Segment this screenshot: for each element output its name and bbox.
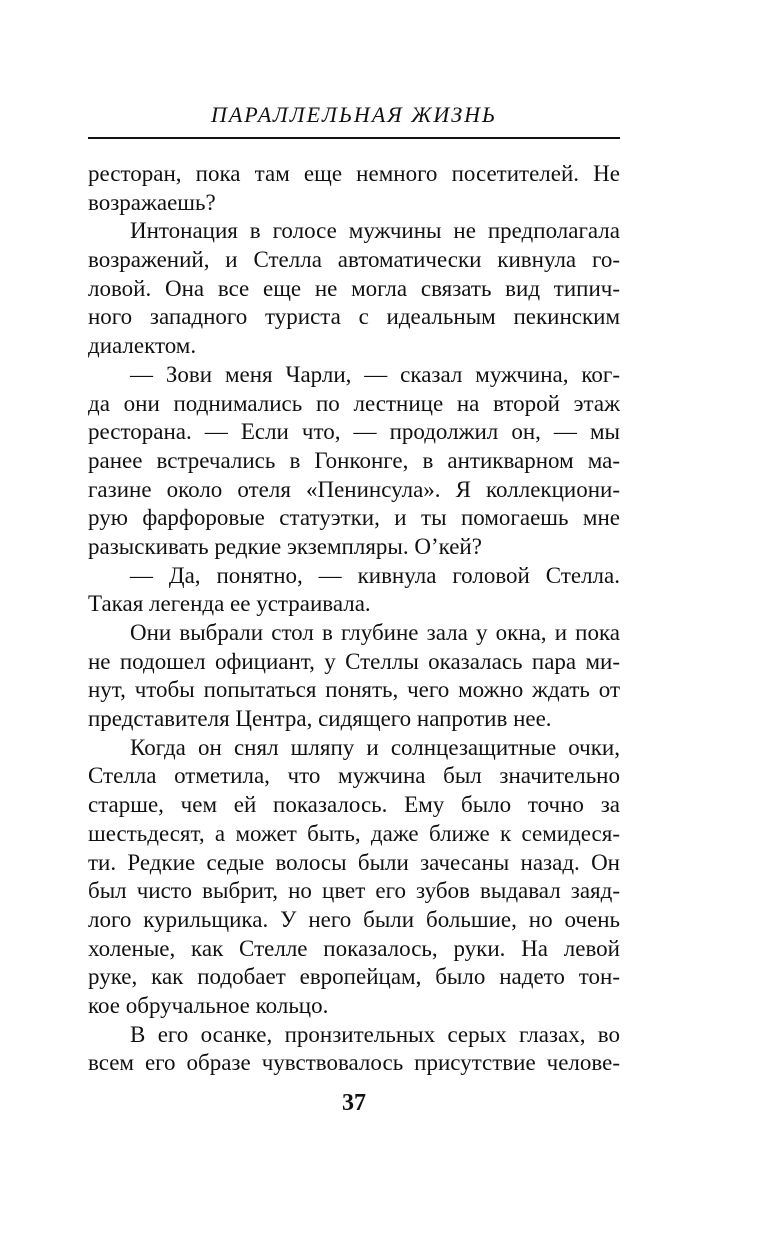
text-line: Стелла отметила, что мужчина был значительно <box>88 763 620 789</box>
text-line: ранее встречались в Гонконге, в антикварном ма- <box>88 447 620 473</box>
text-line: ти. Редкие седые волосы были зачесаны назад. Он <box>88 849 620 875</box>
text-line: руке, как подобает европейцам, было надето тон- <box>88 964 620 990</box>
text-line: Когда он снял шляпу и солнцезащитные очки, <box>130 734 620 760</box>
text-line: диалектом. <box>88 333 197 359</box>
text-line: не подошел официант, у Стеллы оказалась пара ми- <box>88 648 620 674</box>
running-title: ПАРАЛЛЕЛЬНАЯ ЖИЗНЬ <box>210 102 498 127</box>
text-line: шестьдесят, а может быть, даже ближе к семидеся- <box>88 820 620 846</box>
text-line: кое обручальное кольцо. <box>88 992 329 1018</box>
text-line: газине около отеля «Пенинсула». Я коллекциони- <box>88 476 620 502</box>
text-line: разыскивать редкие экземпляры. О’кей? <box>88 533 482 559</box>
text-line: представителя Центра, сидящего напротив нее. <box>88 706 552 732</box>
text-line: возражений, и Стелла автоматически кивнула го- <box>88 247 620 273</box>
text-line: был чисто выбрит, но цвет его зубов выдавал заяд- <box>88 878 620 904</box>
text-line: В его осанке, пронзительных серых глазах, во <box>130 1021 620 1047</box>
text-line: Такая легенда ее устраивала. <box>88 591 371 617</box>
text-line: ловой. Она все еще не могла связать вид типич- <box>88 275 620 301</box>
text-line: возражаешь? <box>88 189 216 215</box>
text-line: лого курильщика. У него были большие, но очень <box>88 906 620 932</box>
page-number: 37 <box>342 1090 366 1116</box>
text-line: Они выбрали стол в глубине зала у окна, и пока <box>130 620 620 645</box>
header-rule <box>88 137 620 139</box>
text-line: холеные, как Стелле показалось, руки. На левой <box>88 935 620 961</box>
text-line: всем его образе чувствовалось присутствие челове- <box>88 1050 620 1076</box>
text-line: — Да, понятно, — кивнула головой Стелла. <box>130 562 620 588</box>
text-line: нут, чтобы попытаться понять, чего можно ждать от <box>88 677 620 703</box>
text-line: старше, чем ей показалось. Ему было точно за <box>88 792 620 818</box>
text-line: ресторана. — Если что, — продолжил он, — мы <box>88 419 620 445</box>
text-line: да они поднимались по лестнице на второй этаж <box>88 390 620 416</box>
text-line: ного западного туриста с идеальным пекинским <box>88 304 620 330</box>
text-line: — Зови меня Чарли, — сказал мужчина, ког- <box>130 361 620 387</box>
text-line: рую фарфоровые статуэтки, и ты помогаешь мне <box>88 505 620 531</box>
text-line: ресторан, пока там еще немного посетителей. Не <box>88 161 620 186</box>
text-line: Интонация в голосе мужчины не предполагала <box>130 218 620 244</box>
body-text <box>88 160 620 1078</box>
